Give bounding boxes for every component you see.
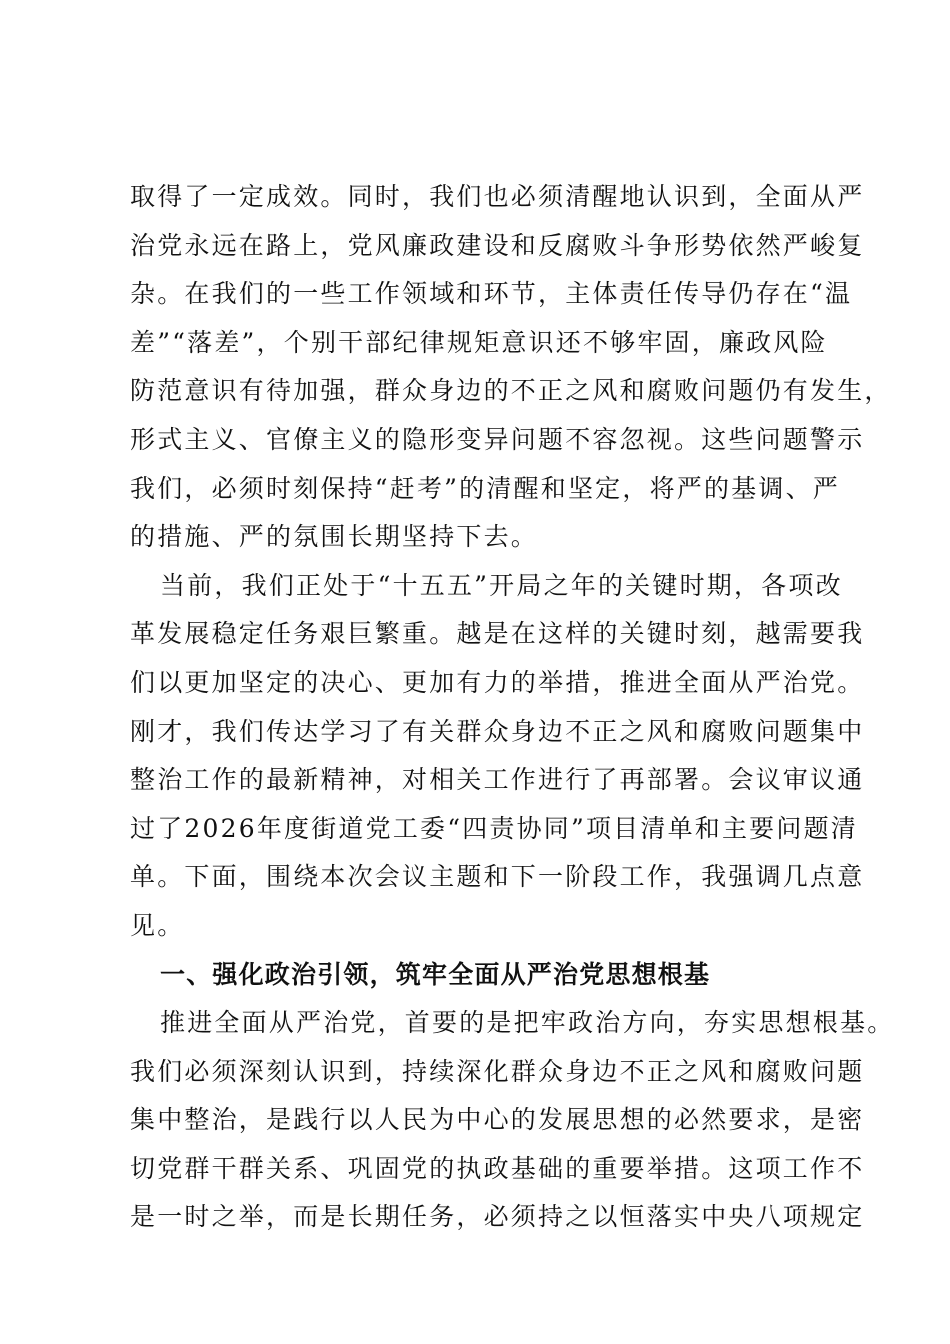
- document-body: [130, 173, 895, 1242]
- paragraph-current-period: [130, 562, 865, 951]
- text-line: 单。下面，围绕本次会议主题和下一阶段工作，我强调几点意: [130, 862, 865, 892]
- text-line: 整治工作的最新精神，对相关工作进行了再部署。会议审议通: [130, 765, 865, 795]
- text-line: 治党永远在路上，党风廉政建设和反腐败斗争形势依然严峻复: [130, 230, 865, 260]
- section-heading: [130, 951, 830, 1000]
- text-line: 是一时之举，而是长期任务，必须持之以恒落实中央八项规定: [130, 1202, 865, 1232]
- text-line: 防范意识有待加强，群众身边的不正之风和腐败问题仍有发生，: [130, 376, 892, 406]
- text-line: 集中整治，是践行以人民为中心的发展思想的必然要求，是密: [130, 1105, 865, 1135]
- text-line: 形式主义、官僚主义的隐形变异问题不容忽视。这些问题警示: [130, 424, 865, 454]
- text-line: 见。: [130, 910, 185, 940]
- text-line: 取得了一定成效。同时，我们也必须清醒地认识到，全面从严: [130, 182, 865, 211]
- text-line: 杂。在我们的一些工作领域和环节，主体责任传导仍存在“温: [130, 279, 853, 309]
- paragraph-continuation: [130, 173, 892, 562]
- text-line: 我们，必须时刻保持“赶考”的清醒和坚定，将严的基调、严: [130, 473, 840, 503]
- text-line: 革发展稳定任务艰巨繁重。越是在这样的关键时刻，越需要我: [130, 619, 865, 649]
- text-line: 推进全面从严治党，首要的是把牢政治方向，夯实思想根基。: [160, 1008, 895, 1038]
- text-line: 差”“落差”，个别干部纪律规矩意识还不够牢固，廉政风险: [130, 327, 828, 357]
- text-line: 的措施、严的氛围长期坚持下去。: [130, 522, 539, 552]
- text-line: 当前，我们正处于“十五五”开局之年的关键时期，各项改: [160, 570, 843, 600]
- text-line: 过了2026年度街道党工委“四责协同”项目清单和主要问题清: [130, 813, 858, 843]
- text-line: 切党群干群关系、巩固党的执政基础的重要举措。这项工作不: [130, 1153, 865, 1183]
- heading-text: 一、强化政治引领，筑牢全面从严治党思想根基: [160, 959, 711, 989]
- text-line: 我们必须深刻认识到，持续深化群众身边不正之风和腐败问题: [130, 1056, 865, 1086]
- paragraph-political-guidance: [130, 999, 895, 1242]
- text-line: 们以更加坚定的决心、更加有力的举措，推进全面从严治党。: [130, 667, 865, 697]
- text-line: 刚才，我们传达学习了有关群众身边不正之风和腐败问题集中: [130, 716, 865, 746]
